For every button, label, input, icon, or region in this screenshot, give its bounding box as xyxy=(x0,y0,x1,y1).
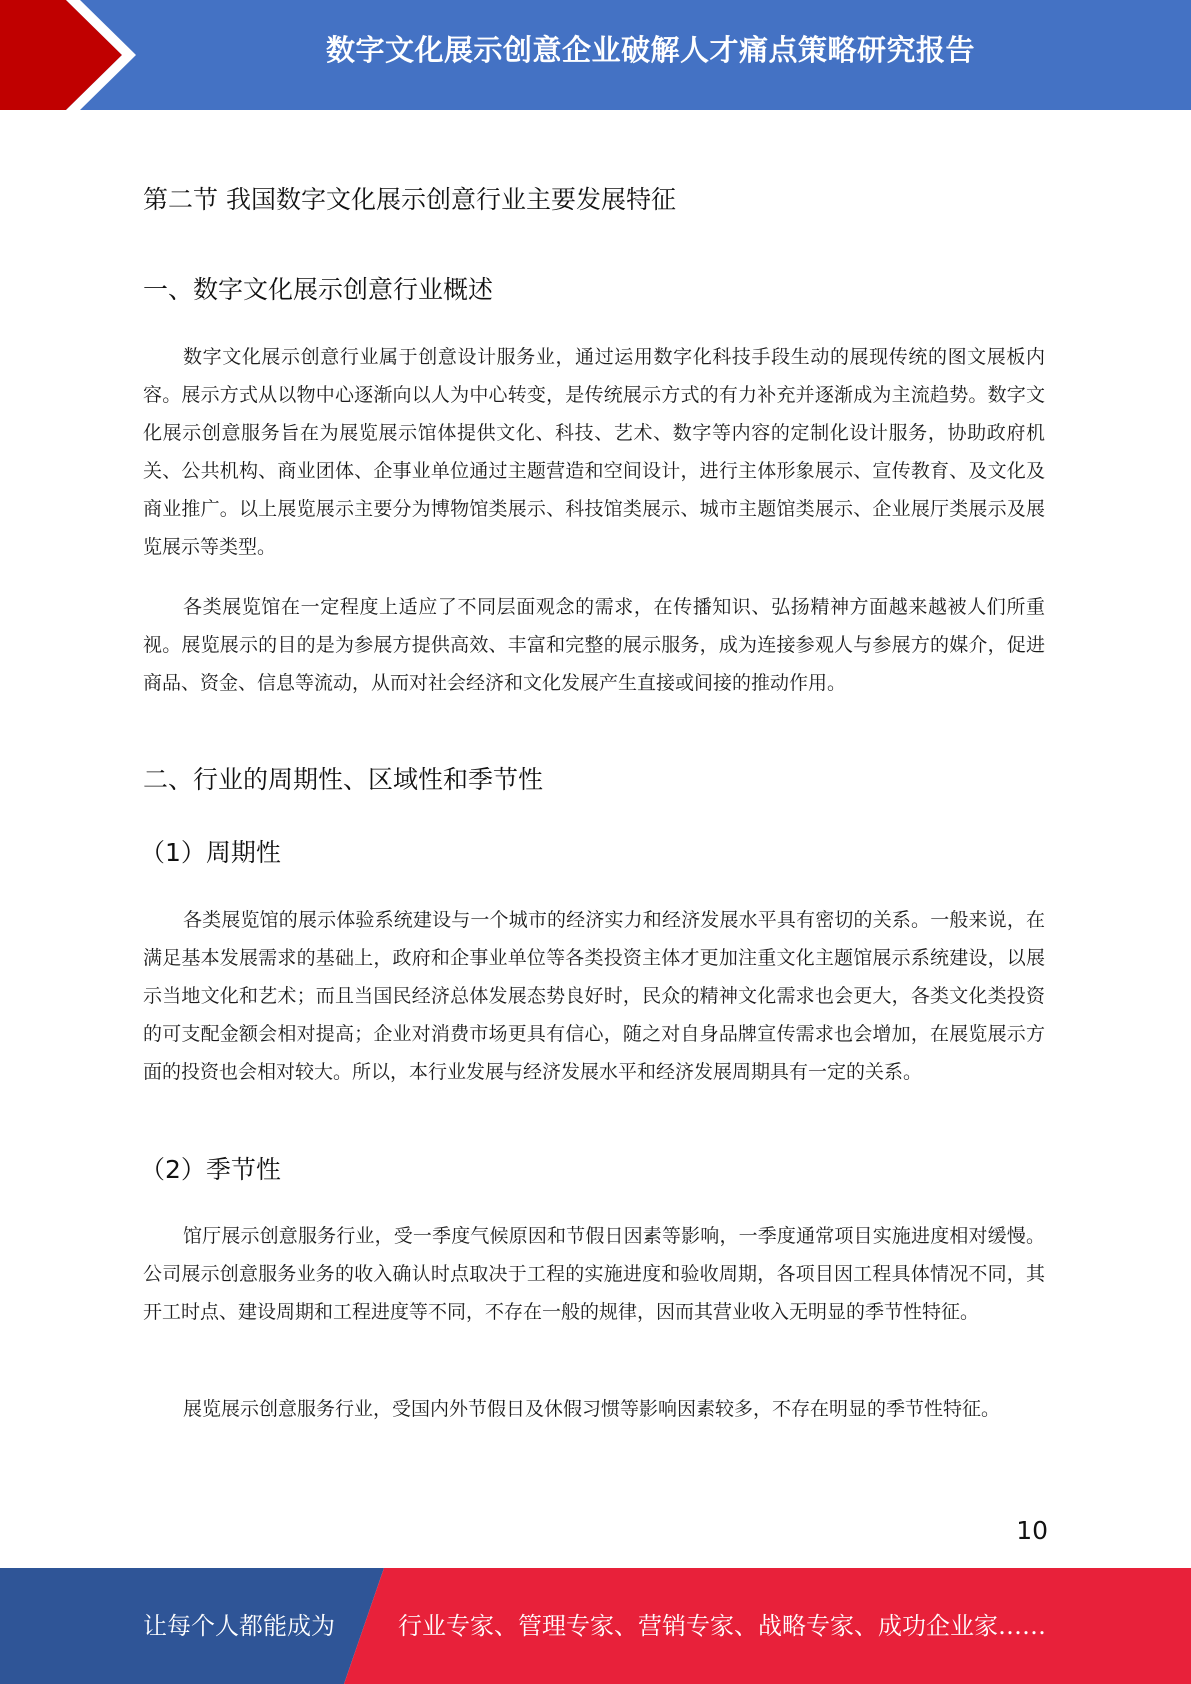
header-banner xyxy=(0,0,1191,110)
footer-slogan-right: 行业专家、管理专家、营销专家、战略专家、成功企业家…… xyxy=(398,1612,1046,1640)
report-title: 数字文化展示创意企业破解人才痛点策略研究报告 xyxy=(325,33,975,67)
header-arrow-decoration xyxy=(0,0,160,110)
footer-banner xyxy=(0,1568,1191,1684)
paragraph-overview-1: 数字文化展示创意行业属于创意设计服务业，通过运用数字化科技手段生动的展现传统的图文展板内容。展示方式从以物中心逐渐向以人为中心转变，是传统展示方式的有力补充并逐渐成为主流趋势。数字文化展示创意服务旨在为展览展示馆体提供文化、科技、艺术、数字等内容的定制化设计服务，协助政府机关、公共机构、商业团体、企事业单位通过主题营造和空间设计，进行主体形象展示、宣传教育、及文化及商业推广。以上展览展示主要分为博物馆类展示、科技馆类展示、城市主题馆类展示、企业展厅类展示及展览展示等类型。 xyxy=(143,346,1045,558)
paragraph-seasonal-2: 展览展示创意服务行业，受国内外节假日及休假习惯等影响因素较多，不存在明显的季节性特征。 xyxy=(183,1398,1001,1420)
paragraph-cyclical: 各类展览馆的展示体验系统建设与一个城市的经济实力和经济发展水平具有密切的关系。一般来说，在满足基本发展需求的基础上，政府和企事业单位等各类投资主体才更加注重文化主题馆展示系统建设，以展示当地文化和艺术；而且当国民经济总体发展态势良好时，民众的精神文化需求也会更大，各类文化类投资的可支配金额会相对提高；企业对消费市场更具有信心，随之对自身品牌宣传需求也会增加，在展览展示方面的投资也会相对较大。所以，本行业发展与经济发展水平和经济发展周期具有一定的关系。 xyxy=(143,909,1045,1083)
heading-seasonal: （2）季节性 xyxy=(140,1155,281,1184)
paragraph-overview-2: 各类展览馆在一定程度上适应了不同层面观念的需求，在传播知识、弘扬精神方面越来越被人们所重视。展览展示的目的是为参展方提供高效、丰富和完整的展示服务，成为连接参观人与参展方的媒介，促进商品、资金、信息等流动，从而对社会经济和文化发展产生直接或间接的推动作用。 xyxy=(143,596,1045,694)
heading-cyclical: （1）周期性 xyxy=(140,838,281,867)
page-number: 10 xyxy=(1016,1516,1048,1545)
heading-industry-characteristics: 二、行业的周期性、区域性和季节性 xyxy=(143,765,544,794)
footer-slogan-left: 让每个人都能成为 xyxy=(143,1612,335,1640)
heading-industry-overview: 一、数字文化展示创意行业概述 xyxy=(143,275,494,304)
section-title: 第二节 我国数字文化展示创意行业主要发展特征 xyxy=(143,185,676,214)
paragraph-seasonal-1: 馆厅展示创意服务行业，受一季度气候原因和节假日因素等影响，一季度通常项目实施进度相对缓慢。公司展示创意服务业务的收入确认时点取决于工程的实施进度和验收周期，各项目因工程具体情况不同，其开工时点、建设周期和工程进度等不同，不存在一般的规律，因而其营业收入无明显的季节性特征。 xyxy=(143,1225,1045,1323)
